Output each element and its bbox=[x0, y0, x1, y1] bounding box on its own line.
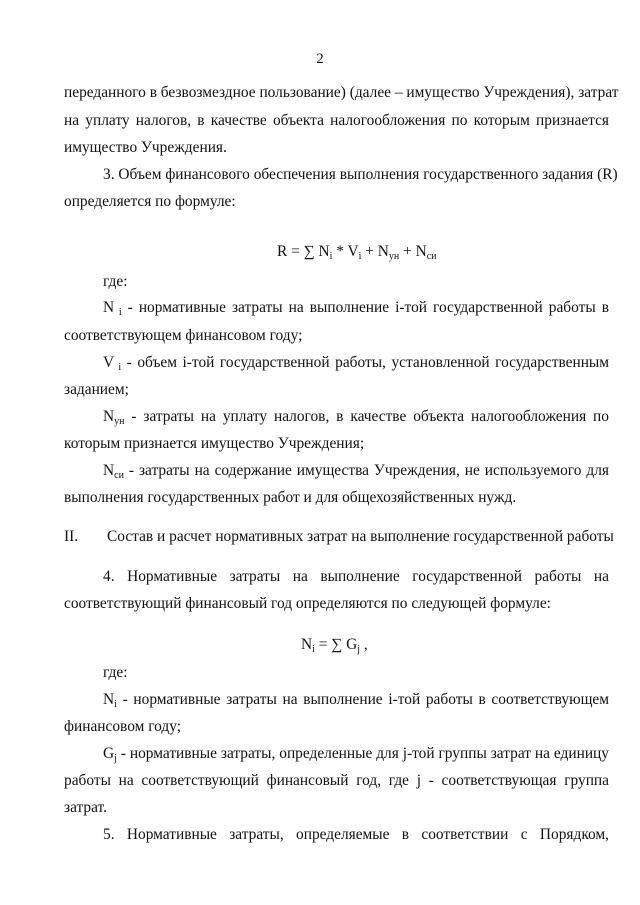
definition-vi-text: - объем i-той государственной работы, установленной государственным bbox=[121, 354, 610, 371]
definition-gj-sub: j bbox=[114, 753, 117, 764]
formula-ni bbox=[301, 635, 368, 655]
formula-ni-sub-j: j bbox=[357, 644, 360, 655]
definition-nsi-sub: си bbox=[114, 470, 124, 481]
definition-ni-symbol: N bbox=[103, 299, 115, 316]
formula-r-mid3: + N bbox=[399, 243, 427, 260]
definition-vi-line1 bbox=[103, 353, 609, 373]
definition-gj-line1 bbox=[103, 744, 609, 764]
formula-r-sub-i1: i bbox=[329, 251, 333, 262]
para3-line2: определяется по формуле: bbox=[64, 193, 236, 210]
para4-line1: 4. Нормативные затраты на выполнение государственной работы на bbox=[103, 568, 609, 585]
definition-ni-line1 bbox=[103, 298, 609, 318]
definition-nsi-text: - затраты на содержание имущества Учреждения, не используемого для bbox=[123, 462, 609, 479]
formula-r-mid2: + N bbox=[361, 243, 389, 260]
definition-nun-symbol: N bbox=[103, 408, 115, 425]
definition-vi-sub: i bbox=[114, 362, 122, 373]
para1-line2: на уплату налогов, в качестве объекта налогообложения по которым признается bbox=[64, 112, 609, 129]
definition-nun-line2: которым признается имущество Учреждения; bbox=[64, 435, 365, 452]
definition-ni-line2: соответствующем финансовом году; bbox=[64, 327, 303, 344]
where-label-1: где: bbox=[103, 273, 128, 290]
formula-r-sub-si: си bbox=[426, 251, 437, 262]
definition-nun-text: - затраты на уплату налогов, в качестве объекта налогообложения по bbox=[124, 408, 609, 425]
para5-line1: 5. Нормативные затраты, определяемые в соответствии с Порядком, bbox=[103, 826, 609, 843]
definition-ni-text: - нормативные затраты на выполнение i-той государственной работы в bbox=[121, 299, 610, 316]
definition-gj-line2: работы на соответствующий финансовый год, где j - соответствующая группа bbox=[64, 772, 609, 789]
section-title: Состав и расчет нормативных затрат на выполнение государственной работы bbox=[107, 528, 614, 545]
definition-nsi-line1 bbox=[103, 461, 609, 481]
formula-r-sub-un: ун bbox=[388, 251, 400, 262]
definition-ni2-text: - нормативные затраты на выполнение i-той работы в соответствующем bbox=[116, 691, 609, 708]
definition-ni2-line1 bbox=[103, 690, 609, 710]
formula-ni-mid: = ∑ G bbox=[314, 636, 358, 653]
where-label-2: где: bbox=[103, 664, 128, 681]
formula-r-sub-i2: i bbox=[358, 251, 362, 262]
formula-ni-tail: , bbox=[360, 636, 368, 653]
definition-nsi-symbol: N bbox=[103, 462, 115, 479]
definition-gj-line3: затрат. bbox=[64, 799, 107, 816]
definition-vi-symbol: V bbox=[103, 354, 115, 371]
definition-gj-text: - нормативные затраты, определенные для j-той группы затрат на единицу bbox=[116, 745, 609, 762]
page-number: 2 bbox=[316, 51, 324, 67]
definition-nun-line1 bbox=[103, 407, 609, 427]
formula-r bbox=[277, 242, 437, 262]
definition-gj-symbol: G bbox=[103, 745, 115, 762]
definition-nsi-line2: выполнения государственных работ и для общехозяйственных нужд. bbox=[64, 489, 517, 506]
definition-nun-sub: ун bbox=[114, 416, 125, 427]
formula-r-mid1: * V bbox=[332, 243, 359, 260]
section-heading bbox=[64, 527, 624, 547]
definition-ni2-sub: i bbox=[114, 699, 117, 710]
para1-line1: переданного в безвозмездное пользование) (далее – имущество Учреждения), затрат bbox=[64, 84, 619, 101]
definition-ni2-line2: финансовом году; bbox=[64, 718, 181, 735]
formula-ni-sub-i: i bbox=[312, 644, 315, 655]
formula-r-lhs: R = ∑ N bbox=[277, 243, 330, 260]
para1-line3: имущество Учреждения. bbox=[64, 139, 227, 156]
para4-line2: соответствующий финансовый год определяются по следующей формуле: bbox=[64, 595, 551, 612]
para3-line1: 3. Объем финансового обеспечения выполнения государственного задания (R) bbox=[103, 166, 618, 183]
definition-ni2-symbol: N bbox=[103, 691, 115, 708]
definition-vi-line2: заданием; bbox=[64, 381, 129, 398]
formula-ni-lhs: N bbox=[301, 636, 313, 653]
definition-ni-sub: i bbox=[114, 307, 122, 318]
section-number: II. bbox=[64, 528, 79, 545]
